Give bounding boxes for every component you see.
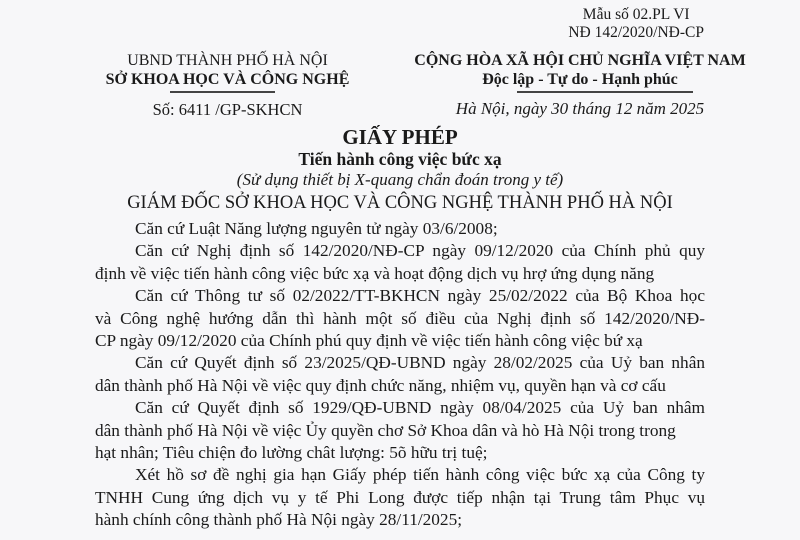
paragraph-line: Căn cứ Luật Năng lượng nguyên tử ngày 03/6/2008; xyxy=(135,219,498,238)
paragraph-line: Căn cứ Nghị định số 142/2020/NĐ-CP ngày 09/12/2020 của Chính phủ quy xyxy=(135,241,705,261)
paragraph-line: Căn cứ Quyết định số 23/2025/QĐ-UBND ngày 28/02/2025 của Uỷ ban nhân xyxy=(135,353,705,373)
paragraph-line: Xét hồ sơ đề nghị gia hạn Giấy phép tiến hành công việc bức xạ của Công ty xyxy=(135,465,705,485)
motto-underline xyxy=(517,91,693,93)
paragraph-line: dân thành phố Hà Nội về việc Ủy quyền chơ Sở Khoa dân và hò Hà Nội trong trong xyxy=(95,420,676,440)
paragraph-line: hạt nhân; Tiêu chiện đo lường chât lượng: 5õ hữu trị tuệ; xyxy=(95,443,488,463)
paragraph-law xyxy=(95,218,705,240)
country-name: CỘNG HÒA XÃ HỘI CHỦ NGHĨA VIỆT NAM xyxy=(414,52,746,69)
paragraph-line: và Công nghệ hướng dẫn thì hành một số điều của Nghị định số 142/2020/NĐ- xyxy=(95,308,705,328)
paragraph-line: Căn cứ Quyết định số 1929/QĐ-UBND ngày 08/04/2025 của Uỷ ban nhâm xyxy=(135,398,705,418)
paragraph-line: hành chính công thành phố Hà Nội ngày 28/11/2025; xyxy=(95,510,463,530)
document-subtitle: Tiến hành công việc bức xạ xyxy=(298,149,502,169)
form-code-line-2: NĐ 142/2020/NĐ-CP xyxy=(568,24,704,41)
national-header xyxy=(380,51,780,89)
form-code-line-1: Mẫu số 02.PL VI xyxy=(582,6,690,23)
document-body xyxy=(95,218,705,532)
paragraph-line: dân thành phố Hà Nội về việc quy định chức năng, nhiệm vụ, quyền hạn và cơ cấu xyxy=(95,375,666,395)
paragraph-line: định về việc tiến hành công việc bức xạ và hoạt động dịch vụ hrợ ứng dụng năng xyxy=(95,263,655,283)
document-scope: (Sử dụng thiết bị X-quang chẩn đoán trong y tế) xyxy=(236,170,564,189)
national-motto: Độc lập - Tự do - Hạnh phúc xyxy=(482,71,678,88)
paragraph-decree xyxy=(95,240,705,285)
paragraph-line: Căn cứ Thông tư số 02/2022/TT-BKHCN ngày 25/02/2022 của Bộ Khoa học xyxy=(135,286,705,306)
paragraph-circular xyxy=(95,285,705,352)
paragraph-application xyxy=(95,464,705,531)
paragraph-decision-1929 xyxy=(95,397,705,464)
form-code-block xyxy=(568,6,704,42)
issuer-underline xyxy=(170,91,275,93)
issuer-parent: UBND THÀNH PHỐ HÀ NỘI xyxy=(127,52,328,69)
place-date: Hà Nội, ngày 30 tháng 12 năm 2025 xyxy=(455,99,705,118)
paragraph-line: CP ngày 09/12/2020 của Chính phú quy định về việc tiến hành công việc bứ xạ xyxy=(95,331,643,351)
issuer-department: SỞ KHOA HỌC VÀ CÔNG NGHỆ xyxy=(105,71,350,88)
issuing-authority: GIÁM ĐỐC SỞ KHOA HỌC VÀ CÔNG NGHỆ THÀNH PHỐ HÀ NỘI xyxy=(127,193,673,213)
paragraph-decision-23 xyxy=(95,352,705,397)
document-number: Số: 6411 /GP-SKHCN xyxy=(152,100,303,119)
document-title: GIẤY PHÉP xyxy=(342,125,458,149)
paragraph-line: TNHH Cung ứng dịch vụ y tế Phi Long được tiếp nhận tại Trung tâm Phục vụ xyxy=(95,487,705,507)
issuer-header xyxy=(95,51,360,89)
